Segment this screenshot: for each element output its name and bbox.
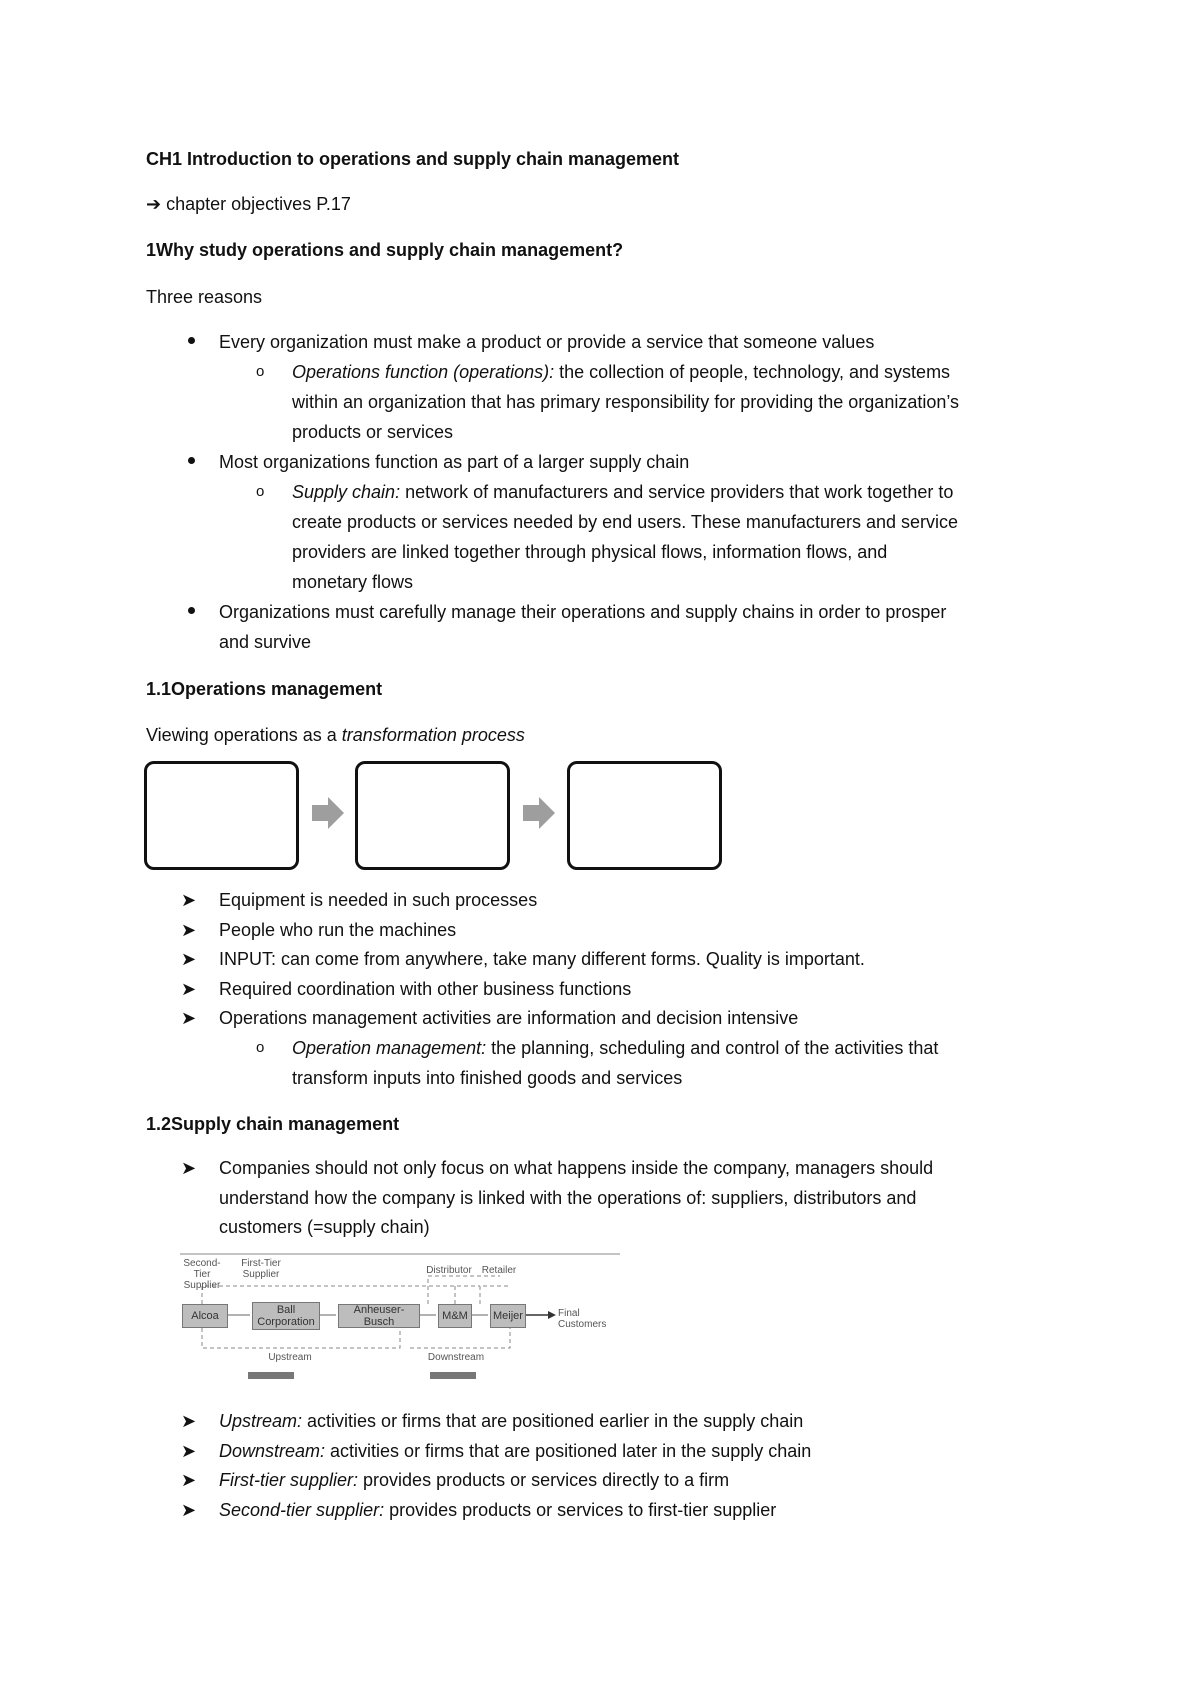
- section-1-1-intro: [146, 723, 525, 747]
- arrowhead-bullet-icon: ➤: [181, 1441, 197, 1461]
- definition-term: Downstream:: [219, 1441, 326, 1461]
- arrowhead-bullet-icon: ➤: [181, 979, 197, 999]
- arrowhead-bullet-icon: ➤: [181, 1470, 197, 1490]
- node-distributor: M&M: [438, 1304, 472, 1328]
- final-customers-label: Final Customers: [558, 1308, 607, 1330]
- intro-italic: transformation process: [341, 725, 525, 745]
- reason-2-sub-line-1: [292, 480, 953, 504]
- supply-chain-diagram: [180, 1252, 620, 1382]
- def-second-tier: [219, 1498, 776, 1522]
- arrowhead-bullet-icon: ➤: [181, 1411, 197, 1431]
- first-tier-label: First-Tier Supplier: [241, 1258, 281, 1280]
- process-box-transform: [355, 761, 510, 870]
- definition-text: the collection of people, technology, and systems: [554, 362, 951, 382]
- definition-text: provides products or services directly to a firm: [358, 1470, 730, 1490]
- scm-point-line-3: customers (=supply chain): [219, 1217, 430, 1237]
- sub-bullet-circle-icon: o: [256, 1039, 265, 1056]
- ops-sub-line-2: transform inputs into finished goods and services: [292, 1068, 683, 1088]
- bullet-dot-icon: [188, 457, 195, 464]
- reason-3-line-1: Organizations must carefully manage their operations and supply chains in order to prosper: [219, 602, 947, 622]
- reason-1-sub-line-1: [292, 360, 950, 384]
- arrowhead-bullet-icon: ➤: [181, 1500, 197, 1520]
- retailer-label: Retailer: [481, 1265, 517, 1276]
- def-first-tier: [219, 1468, 729, 1492]
- bullet-dot-icon: [188, 337, 195, 344]
- process-arrow-icon: [521, 795, 557, 831]
- ops-point-1: Equipment is needed in such processes: [219, 890, 538, 910]
- section-1-intro: Three reasons: [146, 287, 263, 307]
- definition-term: Operations function (operations):: [292, 362, 555, 382]
- definition-text: activities or firms that are positioned later in the supply chain: [325, 1441, 812, 1461]
- section-1-title: 1Why study operations and supply chain management?: [146, 240, 624, 260]
- arrowhead-bullet-icon: ➤: [181, 920, 197, 940]
- sub-bullet-circle-icon: o: [256, 363, 265, 380]
- sub-bullet-circle-icon: o: [256, 483, 265, 500]
- reason-2-sub-line-4: monetary flows: [292, 572, 414, 592]
- definition-term: First-tier supplier:: [219, 1470, 359, 1490]
- second-tier-label: Second-Tier Supplier: [183, 1258, 221, 1291]
- arrowhead-bullet-icon: ➤: [181, 949, 197, 969]
- objectives-text: chapter objectives P.17: [166, 194, 351, 214]
- chapter-heading: CH1 Introduction to operations and supply chain management: [146, 149, 680, 169]
- ops-point-5: Operations management activities are information and decision intensive: [219, 1008, 799, 1028]
- arrowhead-bullet-icon: ➤: [181, 1008, 197, 1028]
- def-upstream: [219, 1409, 803, 1433]
- definition-term: Upstream:: [219, 1411, 303, 1431]
- scm-point-line-1: Companies should not only focus on what happens inside the company, managers should: [219, 1158, 934, 1178]
- distributor-label: Distributor: [426, 1265, 472, 1276]
- node-anheuser-busch: Anheuser-Busch: [338, 1304, 420, 1328]
- section-1-2-title: 1.2Supply chain management: [146, 1114, 400, 1134]
- reason-1-sub-line-3: products or services: [292, 422, 454, 442]
- process-box-input: [144, 761, 299, 870]
- arrowhead-bullet-icon: ➤: [181, 890, 197, 910]
- scm-point-line-2: understand how the company is linked with the operations of: suppliers, distributors and: [219, 1188, 917, 1208]
- definition-term: Operation management:: [292, 1038, 487, 1058]
- reason-2: Most organizations function as part of a larger supply chain: [219, 452, 690, 472]
- ops-sub-line-1: [292, 1036, 938, 1060]
- objectives-line: [146, 192, 351, 216]
- reason-2-sub-line-3: providers are linked together through physical flows, information flows, and: [292, 542, 888, 562]
- process-arrow-icon: [310, 795, 346, 831]
- downstream-label: Downstream: [427, 1352, 485, 1363]
- reason-1: Every organization must make a product or provide a service that someone values: [219, 332, 875, 352]
- reason-2-sub-line-2: create products or services needed by end users. These manufacturers and service: [292, 512, 959, 532]
- definition-text: network of manufacturers and service providers that work together to: [400, 482, 954, 502]
- process-box-output: [567, 761, 722, 870]
- ops-point-4: Required coordination with other business functions: [219, 979, 632, 999]
- arrowhead-bullet-icon: ➤: [181, 1158, 197, 1178]
- definition-term: Supply chain:: [292, 482, 401, 502]
- upstream-label: Upstream: [268, 1352, 312, 1363]
- intro-text: Viewing operations as a: [146, 725, 342, 745]
- definition-text: the planning, scheduling and control of the activities that: [486, 1038, 939, 1058]
- ops-point-3: INPUT: can come from anywhere, take many different forms. Quality is important.: [219, 949, 865, 969]
- section-1-1-title: 1.1Operations management: [146, 679, 383, 699]
- node-alcoa: Alcoa: [182, 1304, 228, 1328]
- node-ball-corporation: Ball Corporation: [252, 1302, 320, 1330]
- definition-text: activities or firms that are positioned earlier in the supply chain: [302, 1411, 804, 1431]
- node-meijer: Meijer: [490, 1304, 526, 1328]
- reason-1-sub-line-2: within an organization that has primary responsibility for providing the organization’s: [292, 392, 960, 412]
- bullet-dot-icon: [188, 607, 195, 614]
- ops-point-2: People who run the machines: [219, 920, 457, 940]
- definition-term: Second-tier supplier:: [219, 1500, 385, 1520]
- right-arrow-icon: ➔: [146, 194, 162, 214]
- definition-text: provides products or services to first-tier supplier: [384, 1500, 777, 1520]
- def-downstream: [219, 1439, 811, 1463]
- reason-3-line-2: and survive: [219, 632, 312, 652]
